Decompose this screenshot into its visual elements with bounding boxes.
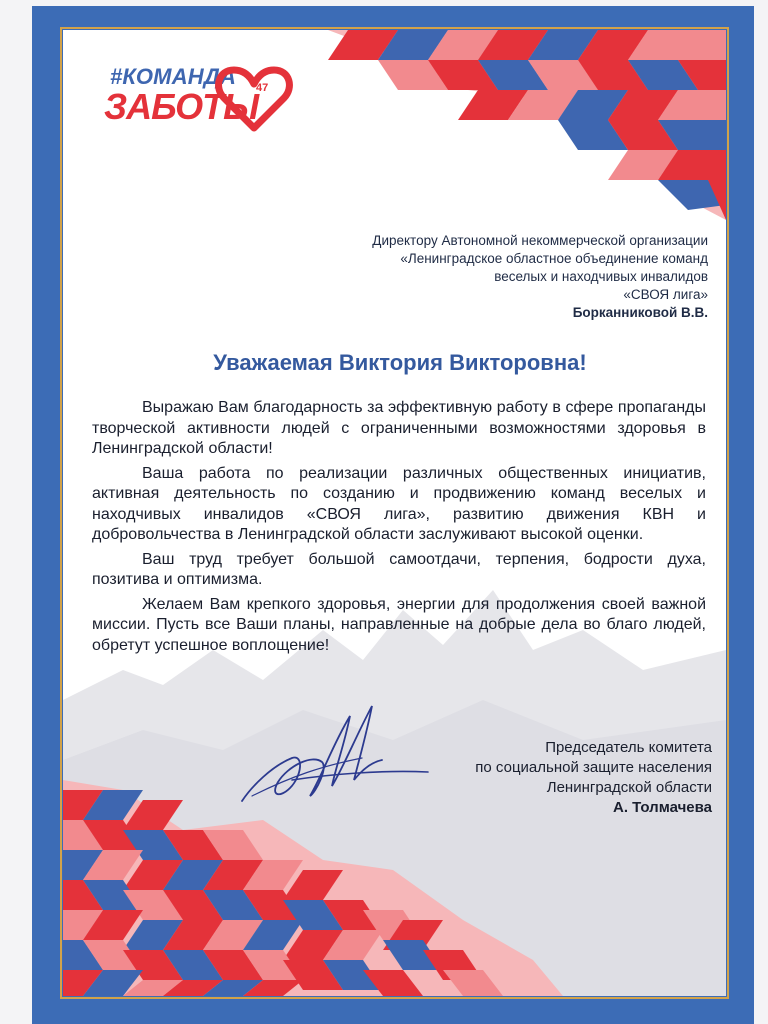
body-paragraph-1: Выражаю Вам благодарность за эффективную работу в сфере пропаганды творческой активности людей с ограниченными возможностями здоровья в Ленинградской области! [92, 399, 706, 457]
signer-name: А. Толмачева [613, 799, 712, 816]
logo-number: 47 [256, 82, 269, 94]
signer-line2: по социальной защите населения [475, 759, 712, 776]
logo-line1: #КОМАНДА [110, 64, 237, 89]
addressee-line4: «СВОЯ лига» [623, 287, 708, 302]
logo-line2: ЗАБОТЫ [104, 86, 259, 127]
body-paragraph-4: Желаем Вам крепкого здоровья, энергии для продолжения своей важной миссии. Пусть все Ваши планы, направленные на добрые дела во благо людей, обретут успешное воплощение! [92, 595, 706, 654]
signer-line1: Председатель комитета [545, 739, 712, 756]
addressee-block [288, 232, 708, 322]
signer-block [400, 738, 712, 818]
komanda-zaboty-logo [104, 62, 294, 134]
body-paragraph-2: Ваша работа по реализации различных общественных инициатив, активная деятельность по созданию и продвижению команд веселых и находчивых инвалидов «СВОЯ лига», развитию движения КВН и добровольчества в Ленинградской области заслуживают высокой оценки. [92, 464, 706, 543]
letter-body [92, 398, 706, 660]
heart-icon [214, 62, 294, 134]
addressee-line3: веселых и находчивых инвалидов [494, 269, 708, 284]
addressee-line1: Директору Автономной некоммерческой организации [372, 233, 708, 248]
signer-line3: Ленинградской области [546, 779, 712, 796]
addressee-name: Борканниковой В.В. [572, 305, 708, 320]
greeting-heading: Уважаемая Виктория Викторовна! [213, 350, 587, 375]
body-paragraph-3: Ваш труд требует большой самоотдачи, терпения, бодрости духа, позитива и оптимизма. [92, 550, 706, 588]
addressee-line2: «Ленинградское областное объединение команд [400, 251, 708, 266]
